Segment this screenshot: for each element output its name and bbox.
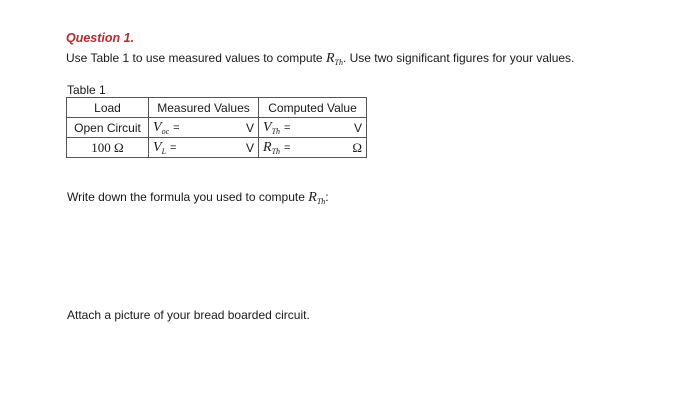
formula-prompt <box>67 190 329 206</box>
computed-cell[interactable] <box>259 118 367 138</box>
symbol-subscript: Th <box>271 146 281 156</box>
symbol-base: V <box>153 139 162 155</box>
voc-symbol <box>153 120 169 136</box>
symbol-base: V <box>153 119 162 135</box>
formula-prompt-suffix: : <box>325 190 329 204</box>
load-cell: 100 Ω <box>67 138 149 158</box>
symbol-base: R <box>263 139 272 155</box>
rth-symbol <box>308 190 325 205</box>
symbol-subscript: Th <box>271 126 281 136</box>
table-header-row <box>67 98 367 118</box>
symbol-base: R <box>308 190 317 205</box>
symbol-subscript: Th <box>316 197 326 206</box>
measured-cell[interactable] <box>149 118 259 138</box>
symbol-subscript: Th <box>334 58 343 67</box>
unit-label: Ω <box>352 139 362 155</box>
formula-prompt-prefix: Write down the formula you used to compute <box>67 190 305 204</box>
header-measured-values: Measured Values <box>149 98 259 118</box>
vth-symbol <box>263 120 280 136</box>
instruction-suffix: . Use two significant figures for your values. <box>342 51 575 65</box>
table-caption: Table 1 <box>67 83 106 97</box>
symbol-subscript: oc <box>161 126 170 136</box>
computed-cell[interactable] <box>259 138 367 158</box>
equals-sign: = <box>173 121 180 134</box>
symbol-base: R <box>325 51 335 66</box>
equals-sign: = <box>284 141 291 154</box>
unit-label: V <box>353 120 362 135</box>
measured-cell[interactable] <box>149 138 259 158</box>
header-computed-value: Computed Value <box>259 98 367 118</box>
equals-sign: = <box>170 141 177 154</box>
table-row <box>67 118 367 138</box>
load-cell: Open Circuit <box>67 118 149 138</box>
symbol-base: V <box>263 119 272 135</box>
measurement-table <box>66 97 367 158</box>
header-load: Load <box>67 98 149 118</box>
equals-sign: = <box>284 121 291 134</box>
table-row <box>67 138 367 158</box>
unit-label: V <box>245 140 254 155</box>
rth-symbol <box>326 51 343 66</box>
rth-symbol <box>263 140 280 156</box>
question-title: Question 1. <box>66 31 135 45</box>
question-instruction <box>66 51 574 67</box>
vl-symbol <box>153 140 166 156</box>
unit-label: V <box>245 120 254 135</box>
instruction-prefix: Use Table 1 to use measured values to compute <box>66 51 323 65</box>
attach-prompt: Attach a picture of your bread boarded circuit. <box>67 308 310 322</box>
symbol-subscript: L <box>161 146 167 156</box>
